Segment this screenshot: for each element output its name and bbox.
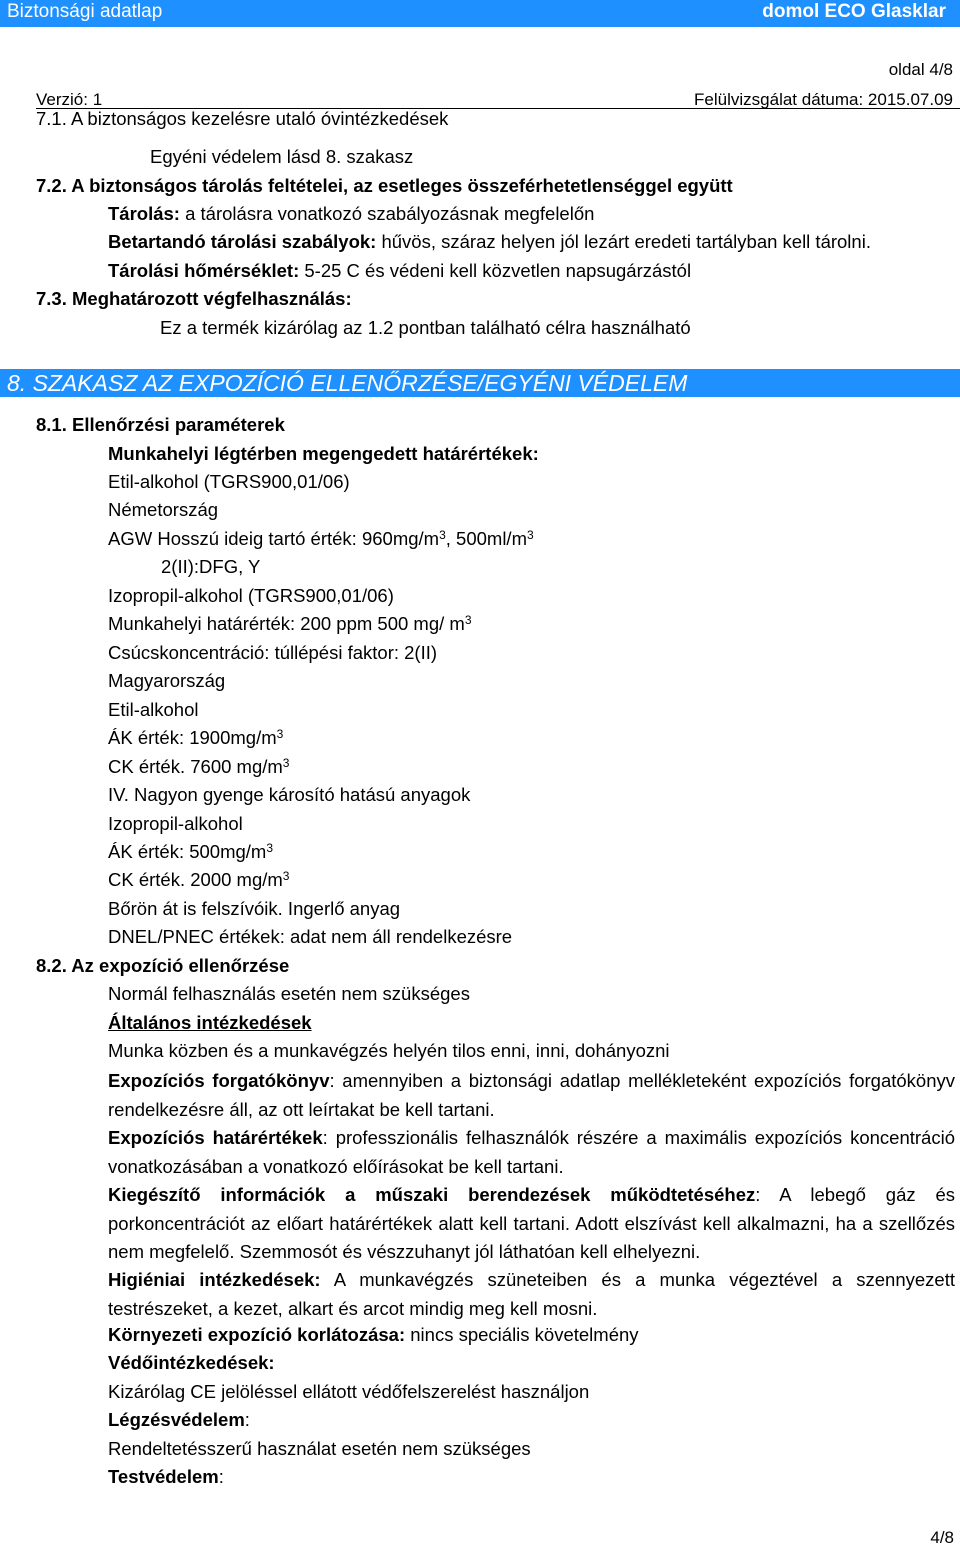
- general-measures-title: Általános intézkedések: [108, 1012, 312, 1033]
- section-7-2-title: 7.2. A biztonságos tárolás feltételei, az esetleges összeférhetetlenséggel együtt: [36, 175, 733, 196]
- limit-line: AGW Hosszú ideig tartó érték: $960mg/m^3$, $500ml/m^3$: [108, 528, 534, 549]
- hygiene-paragraph: Higiéniai intézkedések: A munkavégzés szüneteiben és a munka végeztével a szennyezett testrészeket, a kezet, alkart és arcot mindig meg kell mosni.: [108, 1269, 955, 1319]
- section-8-heading-bar: [0, 369, 960, 397]
- limit-line: Bőrön át is felszívóik. Ingerlő anyag: [108, 898, 401, 919]
- limit-line: IV. Nagyon gyenge károsító hatású anyagok: [108, 784, 471, 805]
- storage-rules-line: Betartandó tárolási szabályok: hűvös, száraz helyen jól lezárt eredeti tartályban kell tárolni.: [108, 231, 871, 252]
- section-7-3-title: 7.3. Meghatározott végfelhasználás:: [36, 288, 352, 309]
- limit-line: Etil-alkohol: [108, 699, 199, 720]
- protective-measures-text: Kizárólag CE jelöléssel ellátott védőfelszerelést használjon: [108, 1381, 590, 1402]
- respiratory-protection-text: Rendeltetésszerű használat esetén nem szükséges: [108, 1438, 531, 1459]
- limit-line: Németország: [108, 499, 219, 520]
- body-protection-title: Testvédelem:: [108, 1466, 224, 1487]
- limit-line: CK érték. 2000 $mg/m^3$: [108, 869, 290, 890]
- limit-line: Magyarország: [108, 670, 226, 691]
- revision-date: Felülvizsgálat dátuma: 2015.07.09: [694, 90, 953, 109]
- storage-temperature-line: Tárolási hőmérséklet: 5-25 C és védeni kell közvetlen napsugárzástól: [108, 260, 692, 281]
- limit-line: Izopropil-alkohol: [108, 813, 243, 834]
- protective-measures-title: Védőintézkedések:: [108, 1352, 275, 1373]
- exposure-limits-paragraph: Expozíciós határértékek: professzionális felhasználók részére a maximális expozíciós koncentráció vonatkozásában a vonatkozó előírásokat be kell tartani.: [108, 1127, 955, 1177]
- section-7-3-text: Ez a termék kizárólag az 1.2 pontban található célra használható: [160, 317, 691, 338]
- section-8-2-title: 8.2. Az expozíció ellenőrzése: [36, 955, 290, 976]
- limit-line: DNEL/PNEC értékek: adat nem áll rendelkezésre: [108, 926, 513, 947]
- control-line: Normál felhasználás esetén nem szükséges: [108, 983, 470, 1004]
- limit-line: ÁK érték: $1900mg/m^3$: [108, 727, 284, 748]
- document-type: Biztonsági adatlap: [7, 1, 163, 22]
- exposure-limits-subtitle: Munkahelyi légtérben megengedett határértékek:: [108, 443, 539, 464]
- section-7-1-title: 7.1. A biztonságos kezelésre utaló óvintézkedések: [36, 108, 449, 129]
- limit-line: Csúcskoncentráció: túllépési faktor: 2(II): [108, 642, 438, 663]
- product-name: domol ECO Glasklar: [762, 1, 946, 22]
- limit-line: ÁK érték: $500mg/m^3$: [108, 841, 274, 862]
- limit-line: Etil-alkohol (TGRS900,01/06): [108, 471, 350, 492]
- storage-line: Tárolás: a tárolásra vonatkozó szabályozásnak megfelelőn: [108, 203, 595, 224]
- technical-info-paragraph: Kiegészítő információk a műszaki berendezések működtetéséhez: A lebegő gáz és porkoncentrációt az előart határértékek alatt kell tartani. Adott elszívást kell alkalmazni, ha a szellőzés nem megfelelő. Szemmosót és vészzuhanyt jól láthatóan kell elhelyezni.: [108, 1184, 956, 1262]
- respiratory-protection-title: Légzésvédelem:: [108, 1409, 250, 1430]
- limit-line: 2(II):DFG, Y: [161, 556, 261, 577]
- footer-page-number: 4/8: [930, 1528, 954, 1547]
- document-header-bar: [0, 0, 960, 27]
- section-8-heading: 8. SZAKASZ AZ EXPOZÍCIÓ ELLENŐRZÉSE/EGYÉNI VÉDELEM: [7, 370, 688, 396]
- limit-line: CK érték. 7600 $mg/m^3$: [108, 756, 290, 777]
- limit-line: Izopropil-alkohol (TGRS900,01/06): [108, 585, 394, 606]
- page-number: oldal 4/8: [888, 60, 953, 79]
- section-7-1-text: Egyéni védelem lásd 8. szakasz: [150, 146, 414, 167]
- exposure-scenario-paragraph: Expozíciós forgatókönyv: amennyiben a biztonsági adatlap mellékleteként expozíciós forgatókönyv rendelkezésre áll, az ott leírtakat be kell tartani.: [108, 1070, 955, 1120]
- general-measures-text: Munka közben és a munkavégzés helyén tilos enni, inni, dohányozni: [108, 1040, 670, 1061]
- environmental-exposure-line: Környezeti expozíció korlátozása: nincs speciális követelmény: [108, 1324, 639, 1345]
- limit-line: Munkahelyi határérték: 200 ppm 500 mg/ $m^3$: [108, 613, 472, 634]
- section-8-1-title: 8.1. Ellenőrzési paraméterek: [36, 414, 285, 435]
- version: Verzió: 1: [36, 90, 103, 109]
